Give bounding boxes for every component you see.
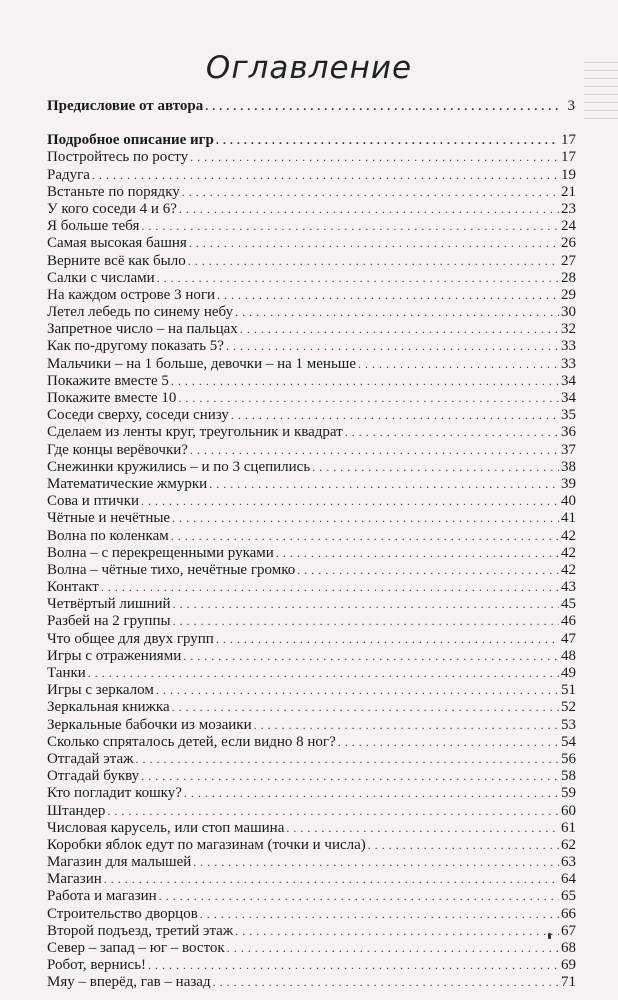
toc-entry-page: 48	[561, 647, 576, 664]
toc-entry-page: 43	[561, 579, 576, 596]
toc-entry-page: 33	[561, 338, 576, 355]
toc-entry[interactable]	[47, 201, 575, 218]
toc-entry-title: Отгадай этаж	[47, 750, 134, 767]
leader-dots	[276, 545, 559, 562]
leader-dots	[338, 734, 559, 751]
toc-entry-page: 34	[561, 390, 576, 406]
toc-entry[interactable]	[47, 510, 575, 527]
leader-dots	[200, 906, 559, 923]
toc-entry-title: Покажите вместе 10	[47, 390, 177, 406]
toc-entry[interactable]	[47, 631, 575, 648]
toc-entry-title: Математические жмурки	[47, 475, 208, 492]
toc-entry-title: Предисловие от автора	[47, 98, 204, 114]
leader-dots	[178, 390, 559, 407]
leader-dots	[101, 579, 559, 596]
leader-dots	[172, 699, 559, 716]
toc-entry-title: Работа и магазин	[47, 888, 157, 905]
toc-entry[interactable]	[47, 957, 575, 974]
toc-entry-page: 46	[561, 613, 576, 630]
toc-entry[interactable]	[47, 476, 575, 493]
leader-dots	[205, 98, 559, 115]
toc-entry-page: 40	[561, 493, 576, 510]
toc-entry[interactable]	[47, 820, 575, 837]
leader-dots	[235, 923, 559, 940]
toc-entry-list	[47, 149, 575, 991]
toc-entry[interactable]	[47, 717, 575, 734]
toc-entry[interactable]	[47, 235, 575, 252]
leader-dots	[231, 407, 559, 424]
leader-dots	[159, 888, 559, 905]
toc-entry-page: 58	[561, 768, 576, 785]
leader-dots	[104, 871, 559, 888]
leader-dots	[190, 442, 559, 459]
toc-entry-title: Верните всё как было	[47, 252, 186, 269]
toc-entry[interactable]	[47, 665, 575, 682]
leader-dots	[157, 270, 559, 287]
toc-entry-title: Встаньте по порядку	[47, 183, 180, 200]
toc-entry-title: Летел лебедь по синему небу	[47, 304, 234, 321]
leader-dots	[235, 304, 559, 321]
toc-entry-title: Коробки яблок едут по магазинам (точки и числа)	[47, 836, 366, 853]
leader-dots	[172, 510, 559, 527]
toc-entry-page: 53	[561, 716, 576, 733]
toc-entry[interactable]	[47, 304, 575, 321]
toc-entry[interactable]	[47, 837, 575, 854]
toc-entry-title: Соседи сверху, соседи снизу	[47, 407, 229, 424]
toc-entry[interactable]	[47, 424, 575, 441]
toc-entry-page: 17	[561, 132, 576, 149]
toc-entry-page: 35	[561, 407, 576, 424]
toc-entry-page: 71	[561, 974, 576, 991]
toc-entry-page: 42	[561, 544, 576, 561]
toc-entry-page: 51	[561, 682, 576, 699]
leader-dots	[173, 613, 559, 630]
toc-entry[interactable]	[47, 287, 575, 304]
toc-entry-page: 65	[561, 888, 576, 905]
toc-entry-title: Зеркальная книжка	[47, 699, 170, 716]
leader-dots	[173, 596, 559, 613]
toc-entry-title: Как по-другому показать 5?	[47, 338, 224, 355]
toc-entry-title: Волна по коленкам	[47, 527, 169, 544]
toc-entry-page: 41	[561, 510, 576, 527]
toc-entry-title: Снежинки кружились – и по 3 сцепились	[47, 458, 311, 475]
toc-entry-page: 34	[561, 372, 576, 389]
leader-dots	[190, 149, 559, 166]
toc-entry[interactable]	[47, 321, 575, 338]
toc-entry[interactable]	[47, 768, 575, 785]
leader-dots	[312, 459, 559, 476]
toc-entry[interactable]	[47, 390, 575, 407]
toc-section-heading[interactable]	[47, 132, 575, 149]
toc-entry-page: 63	[561, 854, 576, 871]
toc-entry[interactable]	[47, 459, 575, 476]
toc-entry-page: 54	[561, 733, 576, 750]
leader-dots	[179, 201, 559, 218]
toc-entry[interactable]	[47, 803, 575, 820]
toc-entry-title: Числовая карусель, или стоп машина	[47, 819, 285, 836]
toc-entry-title: Игры с отражениями	[47, 647, 182, 664]
leader-dots	[141, 493, 559, 510]
leader-dots	[141, 218, 559, 235]
leader-dots	[148, 957, 559, 974]
leader-dots	[345, 424, 559, 441]
toc-entry-page: 66	[561, 905, 576, 922]
toc-entry[interactable]	[47, 596, 575, 613]
toc-entry-title: Чётные и нечётные	[47, 510, 171, 527]
toc-entry[interactable]	[47, 149, 575, 166]
toc-entry-title: Магазин для малышей	[47, 854, 192, 871]
toc-entry-title: Радуга	[47, 166, 90, 183]
toc-entry-title: Штандер	[47, 802, 106, 819]
toc-entry-title: Сколько спряталось детей, если видно 8 ног?	[47, 733, 336, 750]
toc-entry-page: 56	[561, 750, 576, 767]
toc-entry[interactable]	[47, 270, 575, 287]
toc-entry[interactable]	[47, 699, 575, 716]
leader-dots	[171, 528, 559, 545]
toc-entry-page: 28	[561, 269, 576, 286]
toc-entry[interactable]	[47, 613, 575, 630]
toc-entry-page: 60	[561, 802, 576, 819]
leader-dots	[216, 631, 559, 648]
toc-entry-title: Танки	[47, 665, 86, 681]
toc-entry-title: Что общее для двух групп	[47, 630, 214, 647]
leader-dots	[226, 338, 559, 355]
toc-entry-page: 42	[561, 561, 576, 578]
toc-entry-title: Я больше тебя	[47, 218, 140, 235]
toc-entry-title: Четвёртый лишний	[47, 596, 171, 613]
leader-dots	[358, 356, 559, 373]
toc-entry[interactable]	[47, 184, 575, 201]
leader-dots	[92, 167, 559, 184]
toc-entry-title: У кого соседи 4 и 6?	[47, 200, 177, 217]
toc-entry-page: 32	[561, 321, 576, 338]
toc-entry-title: Где концы верёвочки?	[47, 441, 188, 458]
toc-entry-title: Сделаем из ленты круг, треугольник и квадрат	[47, 424, 343, 441]
toc-entry[interactable]	[47, 648, 575, 665]
leader-dots	[182, 184, 559, 201]
toc-entry[interactable]	[47, 785, 575, 802]
toc-entry-page: 67	[561, 922, 576, 939]
toc-entry-page: 27	[561, 252, 576, 269]
toc-entry-title: Мяу – вперёд, гав – назад	[47, 974, 211, 991]
toc-entry-title: Покажите вместе 5	[47, 372, 169, 389]
leader-dots	[156, 682, 559, 699]
page-title: Оглавление	[205, 50, 413, 86]
toc-entry[interactable]	[47, 373, 575, 390]
toc-entry[interactable]	[47, 579, 575, 596]
toc-entry[interactable]	[47, 253, 575, 270]
toc-entry[interactable]	[47, 682, 575, 699]
leader-dots	[189, 235, 559, 252]
leader-dots	[88, 665, 559, 682]
toc-entry[interactable]	[47, 562, 575, 579]
toc-entry-page: 42	[561, 527, 576, 544]
leader-dots	[107, 803, 559, 820]
toc-entry-page: 69	[561, 957, 576, 974]
toc-entry-title: Запретное число – на пальцах	[47, 321, 238, 338]
leader-dots	[254, 717, 559, 734]
toc-entry-title: Салки с числами	[47, 269, 155, 286]
toc-entry-title: Второй подъезд, третий этаж	[47, 922, 234, 939]
toc-entry-title: Постройтесь по росту	[47, 149, 189, 166]
toc-entry-title: Робот, вернись!	[47, 957, 147, 974]
leader-dots	[209, 476, 559, 493]
toc-entry-page: 19	[561, 166, 576, 183]
toc-entry-page: 47	[561, 630, 576, 647]
toc-entry-page: 36	[561, 424, 576, 441]
toc-entry-page: 17	[561, 149, 576, 166]
toc-entry-title: Зеркальные бабочки из мозаики	[47, 716, 252, 733]
toc-entry-page: 30	[561, 304, 576, 321]
page-mark	[548, 933, 551, 939]
toc-entry[interactable]	[47, 734, 575, 751]
toc-entry[interactable]	[47, 338, 575, 355]
toc-entry-title: Подробное описание игр	[47, 132, 214, 149]
toc-entry-page: 29	[561, 286, 576, 303]
toc-entry-page: 49	[561, 665, 576, 681]
toc-entry-title: Игры с зеркалом	[47, 682, 154, 699]
toc-entry-page: 21	[561, 183, 576, 200]
toc-entry[interactable]	[47, 871, 575, 888]
toc-entry-title: Отгадай букву	[47, 768, 140, 785]
toc-gap	[47, 115, 575, 132]
leader-dots	[171, 373, 559, 390]
leader-dots	[141, 768, 559, 785]
leader-dots	[297, 562, 559, 579]
toc-entry-title: Волна – чётные тихо, нечётные громко	[47, 561, 296, 578]
toc-entry-title: Сова и птички	[47, 493, 140, 510]
toc-entry[interactable]	[47, 442, 575, 459]
leader-dots	[213, 974, 559, 991]
toc-entry-page: 64	[561, 871, 576, 888]
toc-entry-title: Волна – с перекрещенными руками	[47, 544, 274, 561]
toc-entry-title: Самая высокая башня	[47, 235, 187, 252]
toc-entry[interactable]	[47, 493, 575, 510]
leader-dots	[240, 321, 559, 338]
toc-entry[interactable]	[47, 974, 575, 991]
leader-dots	[227, 940, 559, 957]
leader-dots	[217, 287, 559, 304]
toc-entry[interactable]	[47, 906, 575, 923]
toc-entry-page: 45	[561, 596, 576, 613]
leader-dots	[135, 751, 559, 768]
toc-entry[interactable]	[47, 888, 575, 905]
toc-entry[interactable]	[47, 751, 575, 768]
toc-entry[interactable]	[47, 407, 575, 424]
toc-entry-page: 33	[561, 355, 576, 372]
toc-entry-title: На каждом острове 3 ноги	[47, 286, 216, 303]
toc-entry-page: 39	[561, 475, 576, 492]
toc-entry-page: 38	[561, 458, 576, 475]
toc-entry-title: Строительство дворцов	[47, 905, 198, 922]
toc-entry-page: 37	[561, 441, 576, 458]
toc-entry-title: Мальчики – на 1 больше, девочки – на 1 меньше	[47, 355, 357, 372]
toc-entry-preface[interactable]	[47, 98, 575, 115]
leader-dots	[193, 854, 559, 871]
toc-entry[interactable]	[47, 528, 575, 545]
table-of-contents	[47, 98, 575, 992]
toc-entry-page: 3	[567, 98, 575, 114]
toc-entry-page: 61	[561, 819, 576, 836]
toc-entry-page: 52	[561, 699, 576, 716]
toc-entry-page: 59	[561, 785, 576, 802]
toc-entry[interactable]	[47, 940, 575, 957]
toc-entry-title: Магазин	[47, 871, 102, 888]
toc-entry[interactable]	[47, 923, 575, 940]
toc-entry-page: 68	[561, 940, 576, 956]
toc-entry-page: 24	[561, 218, 576, 235]
leader-dots	[368, 837, 559, 854]
leader-dots	[216, 132, 559, 149]
toc-entry[interactable]	[47, 218, 575, 235]
toc-entry-title: Разбей на 2 группы	[47, 613, 171, 630]
toc-entry[interactable]	[47, 167, 575, 184]
toc-entry-page: 62	[561, 836, 576, 853]
leader-dots	[183, 648, 559, 665]
toc-entry-title: Север – запад – юг – восток	[47, 940, 225, 956]
leader-dots	[184, 785, 559, 802]
toc-entry-page: 23	[561, 200, 576, 217]
toc-entry[interactable]	[47, 356, 575, 373]
toc-entry-page: 26	[561, 235, 576, 252]
toc-entry[interactable]	[47, 545, 575, 562]
leader-dots	[188, 253, 559, 270]
leader-dots	[286, 820, 559, 837]
toc-entry[interactable]	[47, 854, 575, 871]
toc-entry-title: Кто погладит кошку?	[47, 785, 182, 802]
toc-entry-title: Контакт	[47, 579, 99, 596]
